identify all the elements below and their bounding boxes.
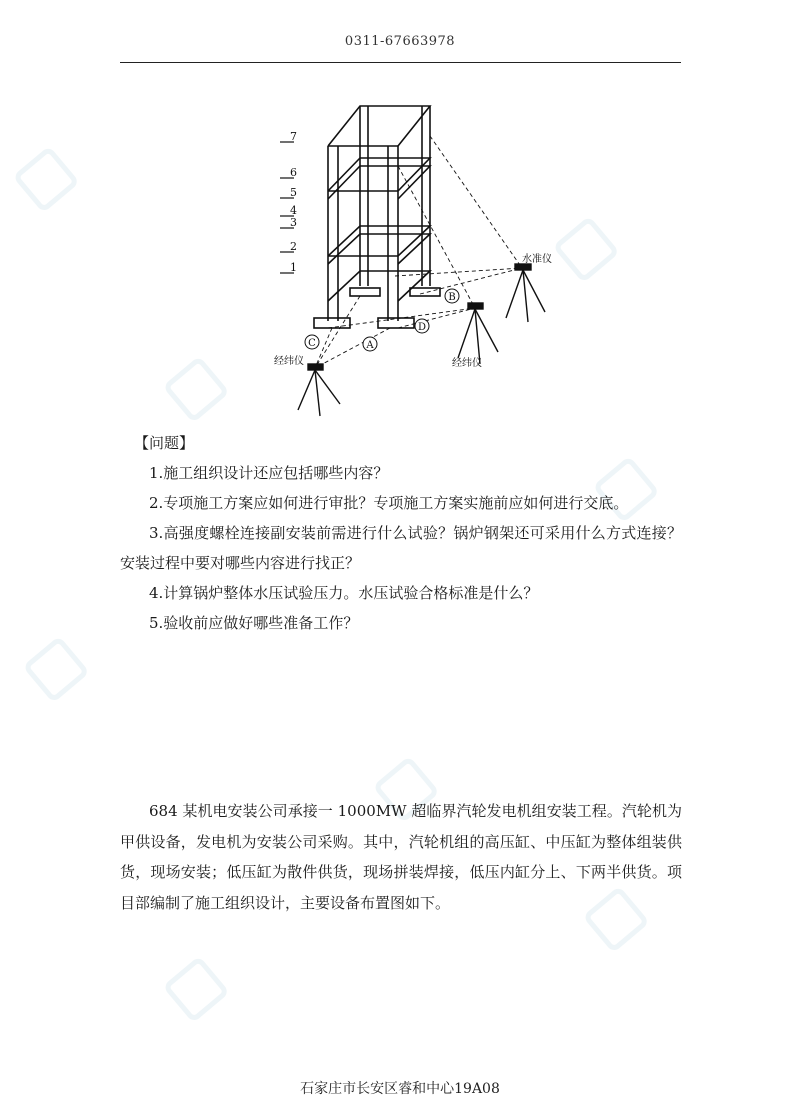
theodolite-left-icon xyxy=(308,364,323,370)
header-phone: 0311-67663978 xyxy=(344,34,456,49)
header-divider xyxy=(120,62,681,63)
watermark-logo-icon xyxy=(162,355,230,423)
watermark-logo-icon xyxy=(162,955,230,1023)
watermark-logo-icon xyxy=(22,635,90,703)
watermark xyxy=(550,209,624,283)
point-label-b: B xyxy=(448,292,456,303)
watermark xyxy=(160,949,234,1023)
question-4: 4.计算锅炉整体水压试验压力。水压试验合格标准是什么？ xyxy=(149,584,539,602)
frame-diagram xyxy=(270,96,560,421)
level-instrument-label: 水准仪 xyxy=(522,254,552,265)
theodolite-left-label: 经纬仪 xyxy=(274,356,304,367)
tripod-icons xyxy=(298,264,545,416)
theodolite-right-label: 经纬仪 xyxy=(452,358,482,369)
theodolite-right-icon xyxy=(468,303,483,309)
level-mark-5: 5 xyxy=(290,186,297,199)
question-list xyxy=(120,458,682,638)
question-3: 3.高强度螺栓连接副安装前需进行什么试验？锅炉钢架还可采用什么方式连接？安装过程中要对哪些内容进行找正？ xyxy=(120,524,682,572)
section-title: 【问题】 xyxy=(134,434,195,452)
level-mark-2: 2 xyxy=(290,240,297,253)
point-label-d: D xyxy=(417,322,427,333)
level-mark-1: 1 xyxy=(290,261,297,274)
steel-frame-survey-figure xyxy=(270,96,560,421)
point-label-c: C xyxy=(308,338,316,349)
footer-address: 石家庄市长安区睿和中心19A08 xyxy=(300,1081,500,1097)
watermark xyxy=(20,629,94,703)
watermark xyxy=(10,139,84,213)
level-mark-3: 3 xyxy=(290,216,297,229)
question-2: 2.专项施工方案应如何进行审批？专项施工方案实施前应如何进行交底。 xyxy=(149,494,629,512)
case-paragraph: 684 某机电安装公司承接一 1000MW 超临界汽轮发电机组安装工程。汽轮机为甲供设备，发电机为安装公司采购。其中，汽轮机组的高压缸、中压缸为整体组装供货，现场安装；低压缸为散件供货，现场拼装焊接，低压内缸分上、下两半供货。项目部编制了施工组织设计，主要设备布置图如下。 xyxy=(120,802,682,912)
point-label-a: A xyxy=(366,340,374,351)
watermark xyxy=(160,349,234,423)
watermark-logo-icon xyxy=(552,215,620,283)
watermark-logo-icon xyxy=(12,145,80,213)
level-mark-4: 4 xyxy=(290,204,297,217)
level-mark-7: 7 xyxy=(290,130,297,143)
level-mark-6: 6 xyxy=(290,166,297,179)
question-1: 1.施工组织设计还应包括哪些内容？ xyxy=(149,464,389,482)
question-5: 5.验收前应做好哪些准备工作？ xyxy=(149,614,359,632)
